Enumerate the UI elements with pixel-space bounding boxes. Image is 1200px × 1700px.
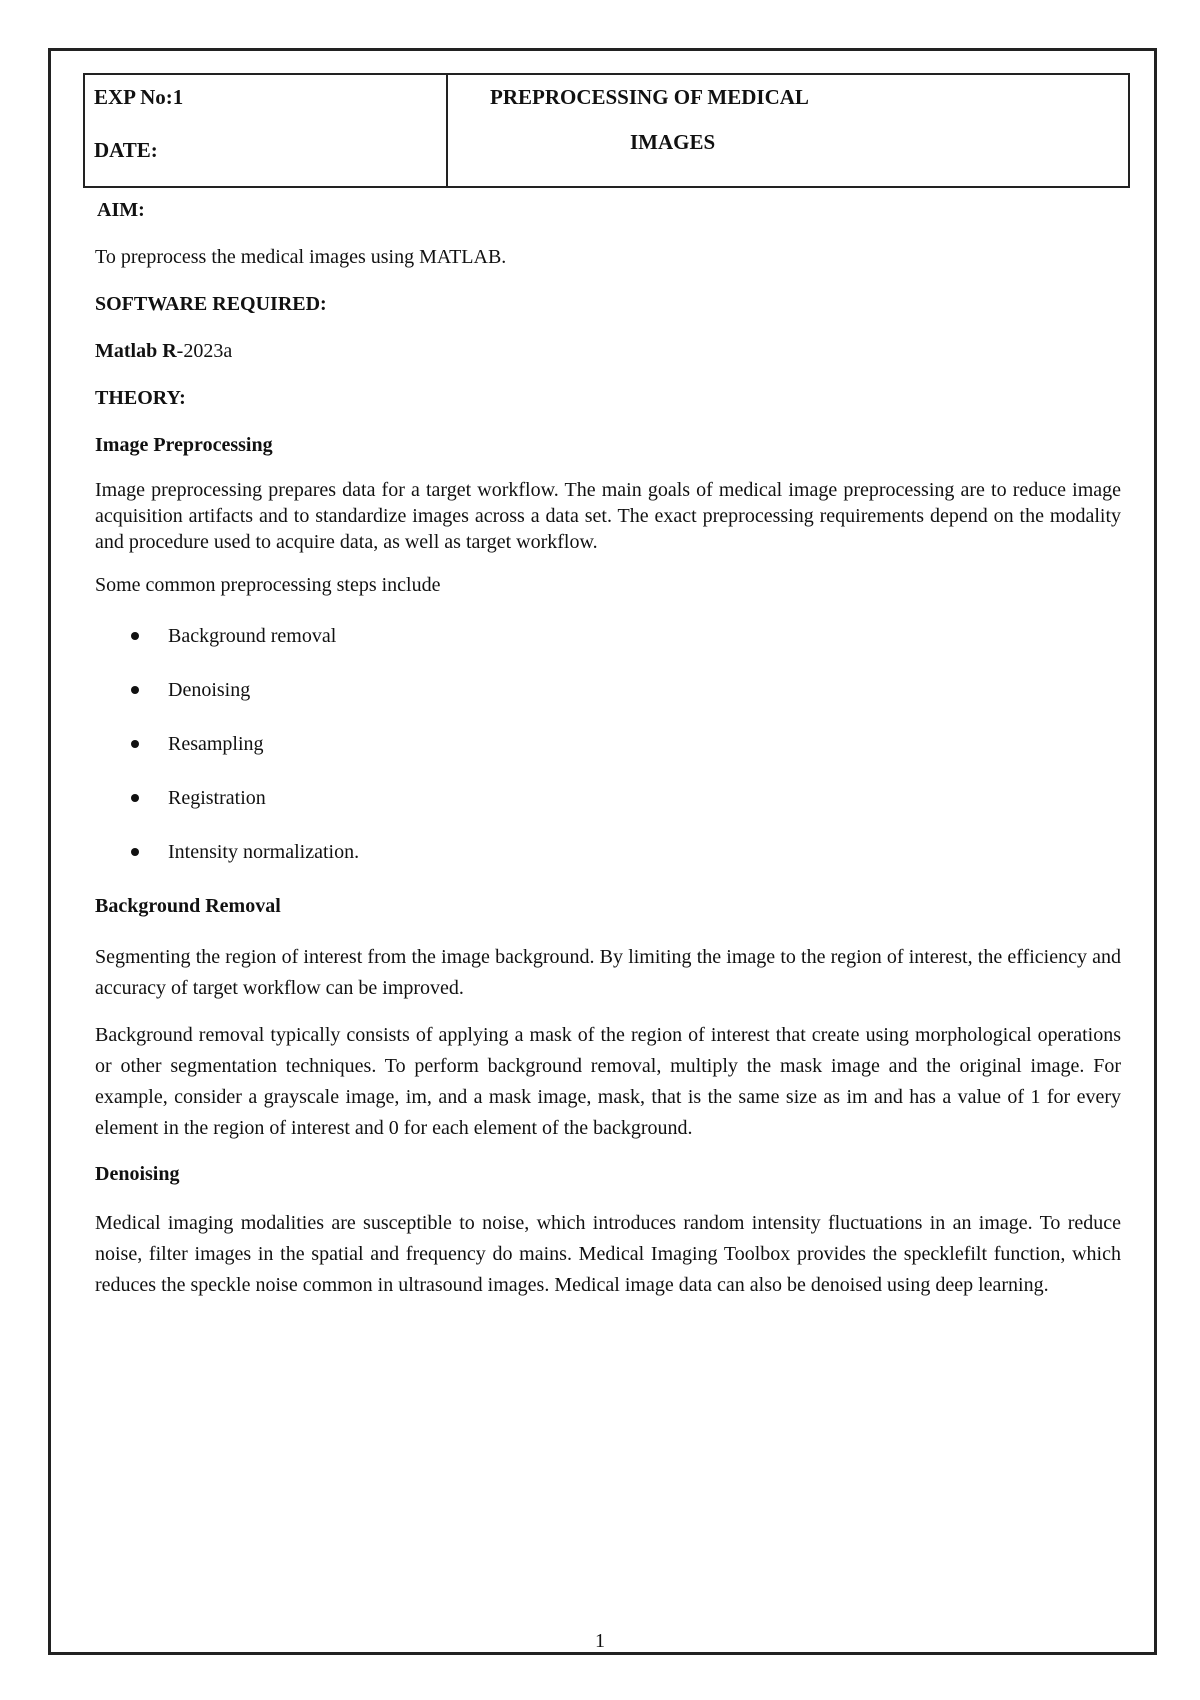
aim-text: To preprocess the medical images using MATLAB.: [95, 246, 507, 268]
software-name-bold: Matlab R: [95, 340, 177, 362]
image-preprocessing-heading: Image Preprocessing: [95, 434, 273, 456]
preprocessing-steps-list: [95, 622, 1121, 892]
list-item: [95, 784, 1121, 838]
bullet-icon: [131, 632, 139, 640]
experiment-title-line1: PREPROCESSING OF MEDICAL: [490, 85, 809, 109]
list-item: [95, 838, 1121, 892]
date-label: DATE:: [94, 138, 158, 162]
list-item-text: Registration: [168, 787, 266, 809]
document-body: [95, 196, 1121, 1301]
experiment-title-line2: IMAGES: [630, 130, 716, 154]
software-heading: SOFTWARE REQUIRED:: [95, 293, 327, 315]
list-item-text: Resampling: [168, 733, 264, 755]
page-number: 1: [595, 1630, 605, 1652]
aim-heading: AIM:: [97, 199, 145, 221]
steps-intro: Some common preprocessing steps include: [95, 574, 441, 596]
list-item: [95, 676, 1121, 730]
background-removal-paragraph-2: Background removal typically consists of applying a mask of the region of interest that create using morphological operations or other segmentation techniques. To perform background removal, multiply the mask image and the original image. For example, consider a grayscale image, im, and a mask image, mask, that is the same size as im and has a value of 1 for every element in the region of interest and 0 for each element of the background.: [95, 1024, 1121, 1139]
bullet-icon: [131, 740, 139, 748]
background-removal-heading: Background Removal: [95, 895, 281, 917]
list-item: [95, 622, 1121, 676]
software-name: [95, 337, 1121, 366]
image-preprocessing-paragraph: Image preprocessing prepares data for a target workflow. The main goals of medical image preprocessing are to reduce image acquisition artifacts and to standardize images across a data set. The exact preprocessing requirements depend on the modality and procedure used to acquire data, as well as target workflow.: [95, 479, 1121, 553]
list-item-text: Background removal: [168, 625, 337, 647]
list-item: [95, 730, 1121, 784]
header-right-cell: [448, 75, 1128, 186]
experiment-header-table: [83, 73, 1130, 188]
exp-number: EXP No:1: [94, 85, 184, 109]
list-item-text: Denoising: [168, 679, 251, 701]
bullet-icon: [131, 848, 139, 856]
software-version: -2023a: [176, 340, 233, 362]
denoising-heading: Denoising: [95, 1163, 180, 1185]
background-removal-paragraph-1: Segmenting the region of interest from the image background. By limiting the image to the region of interest, the efficiency and accuracy of target workflow can be improved.: [95, 946, 1121, 999]
denoising-paragraph: Medical imaging modalities are susceptible to noise, which introduces random intensity fluctuations in an image. To reduce noise, filter images in the spatial and frequency do mains. Medical Imaging Toolbox provides the specklefilt function, which reduces the speckle noise common in ultrasound images. Medical image data can also be denoised using deep learning.: [95, 1212, 1121, 1296]
theory-heading: THEORY:: [95, 387, 186, 409]
list-item-text: Intensity normalization.: [168, 841, 360, 863]
bullet-icon: [131, 686, 139, 694]
bullet-icon: [131, 794, 139, 802]
header-left-cell: [85, 75, 448, 186]
